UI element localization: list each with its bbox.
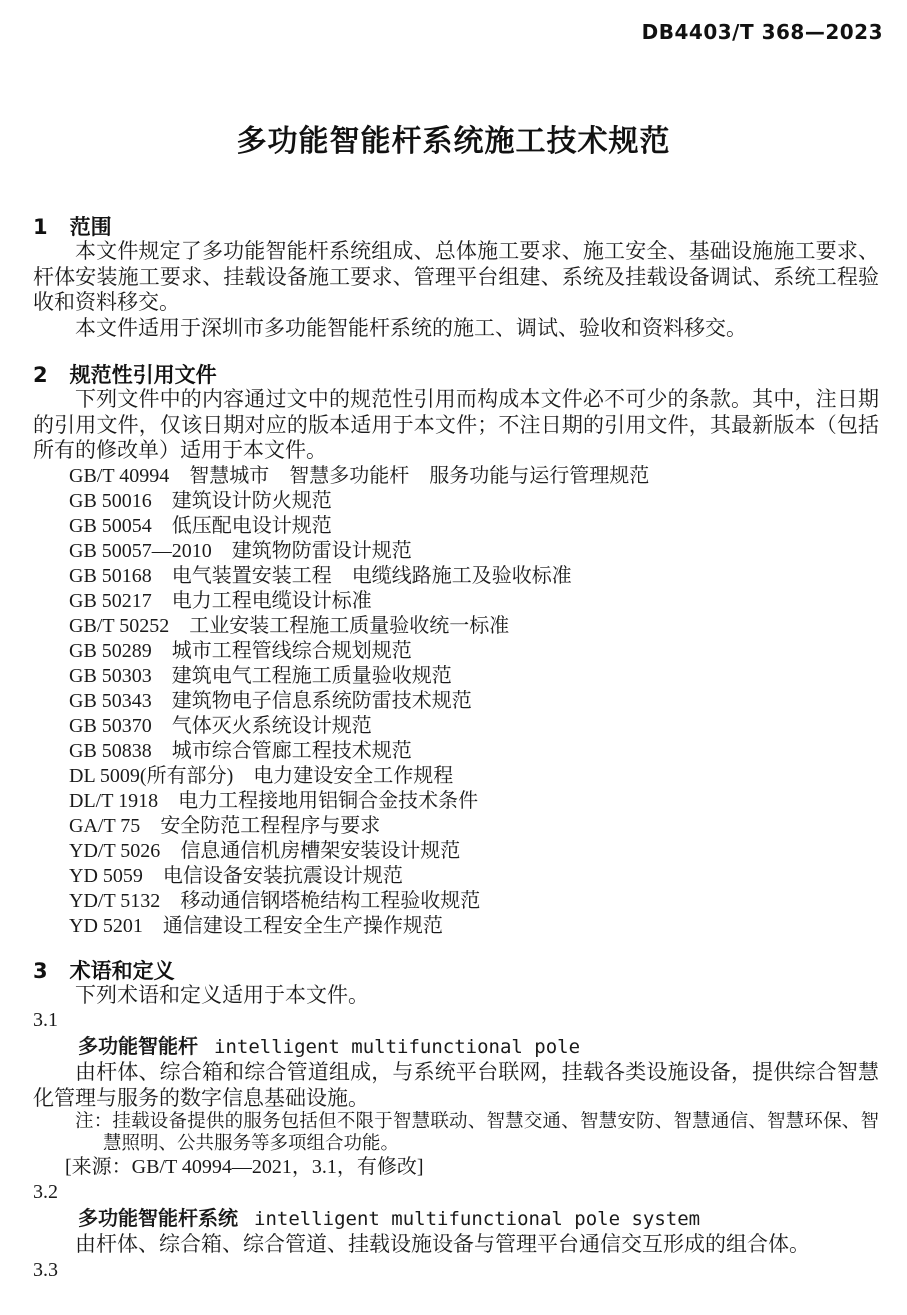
reference-item [33, 664, 879, 689]
reference-title: 电力工程接地用铝铜合金技术条件 [178, 789, 479, 812]
term-source: [来源：GB/T 40994—2021，3.1，有修改] [65, 1156, 424, 1178]
reference-item [33, 464, 879, 489]
reference-title: 电力工程电缆设计标准 [171, 589, 372, 612]
reference-list [33, 464, 879, 939]
section-heading-scope [33, 215, 879, 239]
term-zh: 多功能智能杆 [78, 1033, 198, 1058]
section-title: 范围 [69, 215, 112, 239]
reference-code: GB 50054 [69, 514, 152, 537]
reference-item [33, 539, 879, 564]
reference-title: 低压配电设计规范 [171, 514, 332, 537]
clause-number-3-3: 3.3 [33, 1258, 58, 1281]
reference-item [33, 789, 879, 814]
reference-code: GB/T 40994 [69, 464, 170, 487]
section-number: 1 [33, 215, 48, 239]
term-entry [78, 1206, 879, 1233]
clause-number-3-1: 3.1 [33, 1009, 58, 1031]
reference-title: 移动通信钢塔桅结构工程验收规范 [180, 889, 481, 912]
reference-title: 建筑设计防火规范 [171, 489, 332, 512]
term-en: intelligent multifunctional pole system [254, 1207, 701, 1230]
reference-item [33, 889, 879, 914]
reference-title: 城市工程管线综合规划规范 [171, 639, 412, 662]
note-text: 挂载设备提供的服务包括但不限于智慧联动、智慧交通、智慧安防、智慧通信、智慧环保、智慧照明、公共服务等多项组合功能。 [103, 1112, 879, 1154]
reference-title: 电力建设安全工作规程 [253, 764, 454, 787]
reference-code: YD 5059 [69, 864, 143, 887]
note-label: 注： [75, 1111, 113, 1132]
term-zh: 多功能智能杆系统 [78, 1205, 238, 1230]
section-heading-terms [33, 959, 879, 983]
reference-title: 通信建设工程安全生产操作规范 [162, 914, 443, 937]
reference-item [33, 589, 879, 614]
scope-paragraph-2: 本文件适用于深圳市多功能智能杆系统的施工、调试、验收和资料移交。 [75, 315, 747, 340]
term-definition: 由杆体、综合箱和综合管道组成，与系统平台联网，挂载各类设施设备，提供综合智慧化管理与服务的数字信息基础设施。 [33, 1060, 879, 1110]
reference-code: DL 5009(所有部分) [69, 764, 234, 787]
reference-code: GB 50370 [69, 714, 152, 737]
reference-code: GB 50289 [69, 639, 152, 662]
reference-code: GB 50217 [69, 589, 152, 612]
reference-title: 安全防范工程程序与要求 [160, 814, 381, 837]
section-number: 3 [33, 958, 48, 983]
reference-code: GB 50303 [69, 664, 152, 687]
doc-number: DB4403/T 368—2023 [641, 20, 883, 44]
reference-item [33, 764, 879, 789]
term-en: intelligent multifunctional pole [214, 1035, 581, 1058]
reference-item [33, 564, 879, 589]
reference-title: 电信设备安装抗震设计规范 [162, 864, 403, 887]
reference-title: 气体灭火系统设计规范 [171, 714, 372, 737]
reference-code: YD/T 5026 [69, 839, 161, 862]
reference-title: 建筑物防雷设计规范 [231, 539, 412, 562]
reference-title: 工业安装工程施工质量验收统一标准 [189, 614, 510, 637]
reference-item [33, 689, 879, 714]
section-number: 2 [33, 363, 48, 387]
reference-code: GB 50057—2010 [69, 539, 212, 562]
reference-code: GB 50168 [69, 564, 152, 587]
reference-item [33, 614, 879, 639]
term-entry [78, 1034, 879, 1061]
reference-item [33, 839, 879, 864]
reference-item [33, 714, 879, 739]
reference-code: GB 50838 [69, 739, 152, 762]
clause-number-3-2: 3.2 [33, 1181, 58, 1203]
reference-code: YD/T 5132 [69, 889, 161, 912]
section-heading-references [33, 363, 879, 387]
reference-title: 电气装置安装工程 电缆线路施工及验收标准 [171, 564, 572, 587]
reference-code: YD 5201 [69, 914, 143, 937]
reference-code: GA/T 75 [69, 814, 141, 837]
reference-title: 建筑物电子信息系统防雷技术规范 [171, 689, 472, 712]
document-body [33, 207, 879, 1283]
reference-item [33, 739, 879, 764]
terms-intro: 下列术语和定义适用于本文件。 [75, 982, 369, 1007]
reference-item [33, 639, 879, 664]
reference-code: GB/T 50252 [69, 614, 170, 637]
reference-title: 城市综合管廊工程技术规范 [171, 739, 412, 762]
section-title: 术语和定义 [69, 958, 175, 983]
section-title: 规范性引用文件 [69, 363, 217, 387]
reference-item [33, 864, 879, 889]
reference-code: GB 50343 [69, 689, 152, 712]
reference-title: 信息通信机房槽架安装设计规范 [180, 839, 461, 862]
term-definition: 由杆体、综合箱、综合管道、挂载设施设备与管理平台通信交互形成的组合体。 [75, 1232, 810, 1256]
reference-item [33, 914, 879, 939]
page-title: 多功能智能杆系统施工技术规范 [236, 124, 671, 159]
references-intro: 下列文件中的内容通过文中的规范性引用而构成本文件必不可少的条款。其中，注日期的引用文件，仅该日期对应的版本适用于本文件；不注日期的引用文件，其最新版本（包括所有的修改单）适用于本文件。 [33, 387, 879, 462]
scope-paragraph-1: 本文件规定了多功能智能杆系统组成、总体施工要求、施工安全、基础设施施工要求、杆体安装施工要求、挂载设备施工要求、管理平台组建、系统及挂载设备调试、系统工程验收和资料移交。 [33, 239, 879, 314]
reference-item [33, 514, 879, 539]
reference-title: 智慧城市 智慧多功能杆 服务功能与运行管理规范 [189, 464, 650, 487]
reference-item [33, 814, 879, 839]
reference-title: 建筑电气工程施工质量验收规范 [171, 664, 452, 687]
reference-item [33, 489, 879, 514]
reference-code: GB 50016 [69, 489, 152, 512]
reference-code: DL/T 1918 [69, 789, 159, 812]
term-note [75, 1111, 879, 1155]
